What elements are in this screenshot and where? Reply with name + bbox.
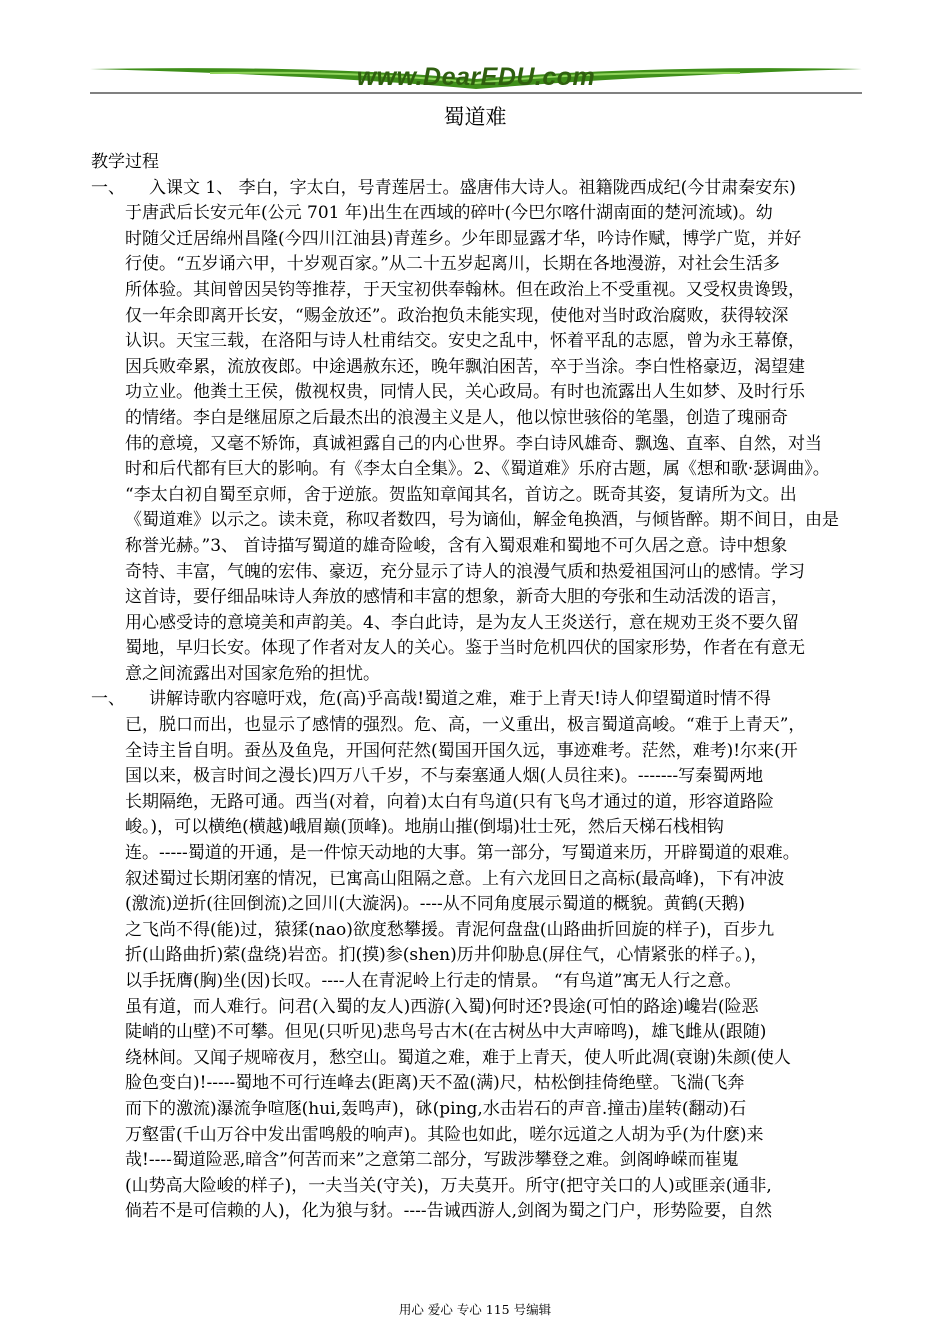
line-text: 哉!----蜀道险恶,暗含”何苦而来”之意第二部分，写跋涉攀登之难。剑阁峥嵘而崔嵬 <box>125 1150 739 1171</box>
text-line <box>91 1071 863 1097</box>
line-text: 行使。“五岁诵六甲，十岁观百家。”从二十五岁起离川，长期在各地漫游，对社会生活多 <box>125 254 780 275</box>
line-text: 奇特、丰富，气魄的宏伟、豪迈，充分显示了诗人的浪漫气质和热爱祖国河山的感情。学习 <box>125 561 805 582</box>
line-text: 所体验。其间曾因吴钧等推荐，于天宝初供奉翰林。但在政治上不受重视。又受权贵谗毁， <box>125 279 805 300</box>
line-text: 用心感受诗的意境美和声韵美。4、李白此诗，是为友人王炎送行，意在规劝王炎不要久留 <box>125 612 799 633</box>
section-number: 一、 <box>91 689 125 710</box>
text-line <box>91 329 863 355</box>
line-text: 以手抚膺(胸)坐(因)长叹。----人在青泥岭上行走的情景。 “有鸟道”寓无人行之意。 <box>125 971 742 991</box>
text-line <box>91 1097 863 1123</box>
text-line <box>91 252 863 278</box>
text-line <box>91 534 863 560</box>
text-line <box>91 1123 863 1149</box>
text-line <box>91 918 863 944</box>
text-line <box>91 815 863 841</box>
site-logo-text: www.DearEDU.com <box>356 63 596 91</box>
text-line <box>91 739 863 765</box>
text-line <box>91 176 863 202</box>
line-text: 连。-----蜀道的开通，是一件惊天动地的大事。第一部分，写蜀道来历，开辟蜀道的艰难。 <box>125 843 800 864</box>
line-text: (激流)逆折(往回倒流)之回川(大漩涡)。----从不同角度展示蜀道的概貌。黄鹤(天鹅) <box>125 894 746 915</box>
line-text: 之飞尚不得(能)过，猿猱(nao)欲度愁攀援。青泥何盘盘(山路曲折回旋的样子)，百步九 <box>125 919 775 940</box>
line-text: 伟的意境，又毫不矫饰，真诚袒露自己的内心世界。李白诗风雄奇、飘逸、直率、自然，对当 <box>125 433 822 454</box>
text-line <box>91 227 863 253</box>
line-text: 绕林间。又闻子规啼夜月，愁空山。蜀道之难，难于上青天，使人听此凋(衰谢)朱颜(使人 <box>125 1047 791 1068</box>
line-text: 时随父迁居绵州昌隆(今四川江油县)青莲乡。少年即显露才华，吟诗作赋，博学广览，并好 <box>125 228 802 249</box>
line-text: (山势高大险峻的样子)，一夫当关(守关)，万夫莫开。所守(把守关口的人)或匪亲(通非, <box>125 1175 772 1196</box>
line-text: 于唐武后长安元年(公元 701 年)出生在西域的碎叶(今巴尔喀什湖南面的楚河流域)。幼 <box>125 203 773 224</box>
text-line <box>91 278 863 304</box>
text-line <box>91 355 863 381</box>
line-text: 这首诗，要仔细品味诗人奔放的感情和丰富的想象，新奇大胆的夸张和生动活泼的语言， <box>125 587 788 608</box>
line-text: 叙述蜀过长期闭塞的情况，已寓高山阻隔之意。上有六龙回日之高标(最高峰)，下有冲波 <box>125 868 785 889</box>
site-header-banner <box>90 55 862 100</box>
text-line <box>91 790 863 816</box>
text-line <box>91 1199 863 1225</box>
line-text: 意之间流露出对国家危殆的担忧。 <box>125 663 380 684</box>
line-text: 认识。天宝三载，在洛阳与诗人杜甫结交。安史之乱中，怀着平乱的志愿，曾为永王幕僚， <box>125 331 805 352</box>
line-text: 虽有道，而人难行。问君(入蜀的友人)西游(入蜀)何时还?畏途(可怕的路途)巉岩(险恶 <box>125 996 759 1017</box>
text-line <box>91 304 863 330</box>
line-text: 长期隔绝，无路可通。西当(对着，向着)太白有鸟道(只有飞鸟才通过的道，形容道路险 <box>125 791 774 812</box>
text-line <box>91 1174 863 1200</box>
line-text: 入课文 1、 李白，字太白，号青莲居士。盛唐伟大诗人。祖籍陇西成纪(今甘肃秦安东) <box>149 177 796 198</box>
body-lines <box>91 176 863 1225</box>
text-line <box>91 560 863 586</box>
text-line <box>91 841 863 867</box>
document-title: 蜀道难 <box>443 105 507 129</box>
line-text: 脸色变白)!-----蜀地不可行连峰去(距离)天不盈(满)尺，枯松倒挂倚绝壁。飞湍(飞奔 <box>125 1073 745 1094</box>
line-text: 因兵败牵累，流放夜郎。中途遇赦东还，晚年飘泊困苦，卒于当涂。李白性格豪迈，渴望建 <box>125 356 805 377</box>
text-line <box>91 764 863 790</box>
text-line <box>91 380 863 406</box>
page-footer: 用心 爱心 专心 115 号编辑 <box>398 1302 552 1317</box>
text-line <box>91 201 863 227</box>
text-line <box>91 585 863 611</box>
line-text: 的情绪。李白是继屈原之后最杰出的浪漫主义是人，他以惊世骇俗的笔墨，创造了瑰丽奇 <box>125 407 788 428</box>
text-line <box>91 1046 863 1072</box>
line-text: 而下的激流)瀑流争喧豗(hui,轰鸣声)，砯(ping,水击岩石的声音.撞击)崖转(翻动)石 <box>125 1098 747 1119</box>
text-line <box>91 662 863 688</box>
line-text: 称誉光赫。”3、 首诗描写蜀道的雄奇险峻，含有入蜀艰难和蜀地不可久居之意。诗中想象 <box>125 535 788 556</box>
text-line <box>91 892 863 918</box>
text-line <box>91 969 863 995</box>
text-line <box>91 508 863 534</box>
line-text: 功立业。他粪土王侯，傲视权贵，同情人民，关心政局。有时也流露出人生如梦、及时行乐 <box>125 382 805 403</box>
line-text: 已，脱口而出，也显示了感情的强烈。危、高，一义重出，极言蜀道高峻。“难于上青天”， <box>125 715 806 736</box>
text-line <box>91 943 863 969</box>
line-text: 倘若不是可信赖的人)，化为狼与豺。----告诫西游人,剑阁为蜀之门户，形势险要，自然 <box>125 1201 773 1222</box>
text-line <box>91 636 863 662</box>
text-line <box>91 867 863 893</box>
line-text: 万壑雷(千山万谷中发出雷鸣般的响声)。其险也如此，嗟尔远道之人胡为乎(为什麽)来 <box>125 1124 764 1145</box>
text-line <box>91 611 863 637</box>
line-text: 仅一年余即离开长安，“赐金放还”。政治抱负未能实现，使他对当时政治腐败，获得较深 <box>125 305 789 326</box>
text-line <box>91 1148 863 1174</box>
line-text: 折(山路曲折)萦(盘绕)岩峦。扪(摸)参(shen)历井仰胁息(屏住气，心情紧张的样子。)， <box>125 945 768 966</box>
text-line <box>91 432 863 458</box>
line-text: 《蜀道难》以示之。读未竟，称叹者数四，号为谪仙，解金龟换酒，与倾皆醉。期不间日，由是 <box>125 510 839 531</box>
section-number: 一、 <box>91 177 125 198</box>
text-line <box>91 406 863 432</box>
text-line <box>91 1020 863 1046</box>
text-line <box>91 457 863 483</box>
line-text: “李太白初自蜀至京师，舍于逆旅。贺监知章闻其名，首访之。既奇其姿，复请所为文。出 <box>125 484 797 505</box>
document-body <box>91 150 863 1225</box>
line-text: 讲解诗歌内容噫吁戏，危(高)乎高哉!蜀道之难，难于上青天!诗人仰望蜀道时情不得 <box>149 689 771 710</box>
line-text: 全诗主旨自明。蚕丛及鱼凫，开国何茫然(蜀国开国久远，事迹难考。茫然，难考)!尔来(开 <box>125 740 798 761</box>
section-heading: 教学过程 <box>91 152 159 172</box>
text-line <box>91 483 863 509</box>
text-line <box>91 713 863 739</box>
line-text: 陡峭的山壁)不可攀。但见(只听见)悲鸟号古木(在古树丛中大声啼鸣)，雄飞雌从(跟随) <box>125 1022 767 1043</box>
line-text: 时和后代都有巨大的影响。有《李太白全集》。2、《蜀道难》乐府古题，属《想和歌·瑟调曲》。 <box>125 459 830 480</box>
line-text: 国以来，极言时间之漫长)四万八千岁，不与秦塞通人烟(人员往来)。-------写秦蜀两地 <box>125 766 764 787</box>
line-text: 蜀地，早归长安。体现了作者对友人的关心。鉴于当时危机四伏的国家形势，作者在有意无 <box>125 638 805 659</box>
text-line <box>91 687 863 713</box>
text-line <box>91 995 863 1021</box>
line-text: 峻。)，可以横绝(横越)峨眉巅(顶峰)。地崩山摧(倒塌)壮士死，然后天梯石栈相钩 <box>125 817 724 838</box>
